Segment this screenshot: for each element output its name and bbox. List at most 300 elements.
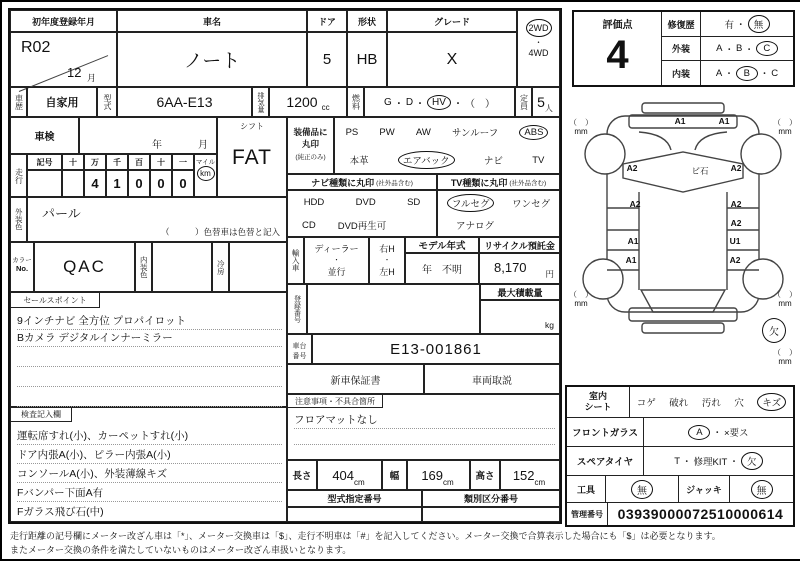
mark-front-bumper-left: A1 — [674, 116, 686, 126]
hood-line-left — [639, 132, 671, 150]
seat-label-cell — [567, 387, 630, 417]
registration-label-cell — [287, 284, 307, 334]
classification-cell — [422, 507, 560, 522]
exterior-label-cell — [662, 37, 701, 60]
mark-door-front-right: A2 — [730, 199, 742, 209]
equipment-row-2 — [335, 146, 559, 174]
col-1: 一 — [179, 157, 187, 167]
displacement-cell — [269, 87, 347, 117]
equipment-row-1 — [335, 118, 559, 146]
spare-t: T — [674, 455, 680, 467]
body-color-cell — [27, 197, 287, 242]
inspector-note-line — [17, 500, 282, 520]
warranty-cell — [287, 364, 424, 394]
col-100: 百 — [135, 157, 143, 167]
reg-month-unit: 月 — [87, 73, 97, 83]
tread-depth-rear-left — [569, 290, 593, 308]
model-year-unit: 年 — [422, 265, 432, 276]
sales-point-line — [17, 345, 282, 367]
door-value: 5 — [322, 51, 332, 68]
steering-cell — [369, 237, 405, 284]
equipment-items-cell — [334, 117, 560, 174]
reg-year-value: R02 — [21, 39, 51, 56]
dot: ・ — [729, 457, 739, 468]
mark-quarter-right: U1 — [729, 236, 741, 246]
shift-value: FAT — [232, 146, 272, 169]
dot: ・ — [759, 69, 770, 80]
repair-no-circled: 無 — [748, 15, 770, 33]
payload-label: 最大積載量 — [497, 287, 543, 298]
rear-bumper-strip — [642, 323, 724, 333]
seat-label-1: 室内 — [588, 390, 607, 401]
mark-front-bumper-right: A1 — [718, 116, 730, 126]
manual-cell — [424, 364, 560, 394]
wheel-front-left — [585, 134, 625, 174]
dot: ・ — [736, 20, 746, 31]
fuel-gasoline: G — [384, 96, 392, 108]
fuel-dot: ・ — [452, 98, 463, 110]
spare-repair-kit: 修理KIT — [693, 457, 728, 468]
color-label-1: カラー — [12, 257, 32, 264]
tread-unit: mm — [574, 299, 588, 308]
spare-values — [644, 447, 793, 475]
registration-cell — [307, 284, 480, 334]
dealer-option: ディーラー — [314, 244, 359, 254]
nav-row-2 — [288, 214, 436, 236]
mileage-unit-cell — [194, 154, 217, 197]
fuel-hv-circled: HV — [427, 95, 451, 110]
mark-door-front-left: A2 — [629, 199, 641, 209]
tv-analog: アナログ — [456, 221, 495, 232]
caution-label: 注意事項・不具合箇所 — [295, 396, 375, 406]
col-100k: 十 — [69, 157, 77, 167]
equipment-label-3: (純正のみ) — [295, 154, 326, 161]
car-name-label: 車名 — [202, 16, 221, 27]
repair-label: 修復歴 — [667, 19, 695, 30]
grade-b: B — [736, 43, 743, 54]
spare-label-cell — [567, 447, 644, 475]
mileage-col-header — [84, 154, 106, 170]
interior-color-label-cell — [135, 242, 152, 292]
score-cell — [574, 12, 662, 85]
length-label: 長さ — [292, 471, 312, 482]
displacement-label-cell — [252, 87, 269, 117]
warranty-label: 新車保証書 — [330, 375, 381, 387]
classification-label: 類別区分番号 — [463, 494, 518, 504]
unit-cm: cm — [534, 478, 546, 487]
reg-date-header — [10, 10, 117, 32]
drive-dot: ・ — [534, 38, 543, 47]
tread-depth-rear-right — [773, 290, 797, 308]
seat-tear: 破れ — [669, 398, 689, 409]
tv-row-2 — [438, 214, 559, 236]
nav-header-note: (社外品含む) — [376, 179, 413, 187]
inspector-note-1: 運転席すれ(小)、カーペットすれ(小) — [17, 430, 189, 442]
tools-value-cell — [606, 476, 679, 502]
door-cell — [307, 32, 347, 87]
height-value: 152 — [512, 467, 535, 483]
length-label-cell — [287, 460, 317, 490]
inspector-note-line — [17, 424, 282, 445]
tread-paren: （ ） — [773, 290, 797, 299]
shaken-year-label: 年 — [152, 140, 162, 151]
sales-point-line — [17, 365, 282, 387]
displacement-unit: cc — [321, 103, 330, 112]
condition-table — [565, 385, 795, 527]
inspector-note-3: コンソールA(小)、外装薄線キズ — [17, 468, 168, 480]
score-value: 4 — [606, 33, 629, 77]
dot: ・ — [744, 44, 754, 56]
designation-label: 型式指定番号 — [327, 494, 382, 504]
drive-4wd: 4WD — [528, 48, 549, 58]
interior-b-circled: B — [736, 66, 758, 81]
length-value: 404 — [332, 467, 355, 483]
wheel-front-right — [741, 134, 781, 174]
height-cell — [500, 460, 560, 490]
chassis-cell — [312, 334, 560, 364]
tread-paren: （ ） — [773, 118, 797, 127]
hood-line-right — [695, 132, 727, 150]
shaken-cell — [10, 117, 79, 154]
inspector-note-line — [17, 481, 282, 502]
interior-values — [701, 61, 793, 85]
classification-header — [422, 490, 560, 507]
mileage-col-header — [150, 154, 172, 170]
model-cell — [117, 87, 252, 117]
drive-2wd-circled: 2WD — [526, 19, 552, 37]
shaken-label: 車検 — [34, 132, 55, 143]
tools-label-cell — [567, 476, 606, 502]
model-year-label: モデル年式 — [418, 241, 466, 252]
nav-cd: CD — [302, 219, 316, 231]
tread-unit: mm — [778, 357, 792, 366]
mileage-col-header — [128, 154, 150, 170]
model-year-header — [405, 237, 479, 253]
missing-mark: 欠 — [762, 318, 786, 343]
nav-type-header — [287, 174, 437, 190]
height-label: 高さ — [475, 471, 495, 482]
tread-depth-spare — [773, 348, 797, 366]
damage-diagram — [567, 90, 797, 386]
repair-values — [701, 12, 793, 36]
mileage-digit-cell — [150, 170, 172, 197]
dot: ・ — [333, 257, 340, 264]
evaluation-box — [572, 10, 795, 87]
mile-label: マイル — [195, 159, 216, 166]
equip-aw: AW — [415, 126, 431, 138]
footer-note — [10, 529, 796, 557]
dot: ・ — [724, 69, 734, 80]
jack-value-cell — [730, 476, 793, 502]
capacity-value: 5 — [537, 94, 545, 110]
import-label: 輸入車 — [291, 249, 301, 272]
dot: ・ — [682, 457, 692, 468]
door-label: ドア — [318, 16, 336, 27]
glass-replace-note: ×要ス — [723, 428, 749, 439]
glass-label: フロントガラス — [572, 428, 638, 439]
seat-scratch-circled: キズ — [757, 393, 786, 411]
body-color-label-cell — [10, 197, 27, 242]
shape-value: HB — [356, 51, 378, 68]
tread-unit: mm — [778, 299, 792, 308]
digit: 1 — [113, 176, 121, 191]
capacity-unit: 人 — [544, 104, 553, 113]
tv-oneseg: ワンセグ — [512, 198, 551, 210]
mileage-digit-cell — [84, 170, 106, 197]
model-label-cell — [97, 87, 117, 117]
grade-c: C — [771, 67, 779, 79]
reg-date-label: 初年度登録年月 — [31, 16, 95, 27]
recycle-value: 8,170 — [494, 260, 527, 275]
fuel-cell — [364, 87, 515, 117]
equipment-label-1: 装備品に — [293, 127, 328, 137]
equip-tv: TV — [532, 154, 545, 166]
tv-fullseg-circled: フルセグ — [447, 194, 495, 212]
color-change-note: （ ）色替車は色替と記入 — [160, 227, 280, 237]
mileage-col-header — [172, 154, 194, 170]
spare-label: スペアタイヤ — [576, 457, 634, 468]
capacity-label-cell — [515, 87, 532, 117]
length-cell — [317, 460, 382, 490]
equip-sunroof: サンルーフ — [451, 128, 499, 139]
spare-missing-circled: 欠 — [741, 452, 763, 470]
control-number-value: 03939000072510000614 — [617, 506, 784, 522]
lh-option: 左H — [379, 267, 395, 277]
color-label-2: No. — [15, 264, 29, 273]
footer-line-1: 走行距離の記号欄にメーター改ざん車は「*」、メーター交換車は「$」、走行不明車は「#」を記入してください。メーター交換で合算表示した場合にも「$」は必要となります。 — [10, 531, 721, 541]
color-no-cell — [34, 242, 135, 292]
displacement-value: 1200 — [286, 94, 318, 110]
tv-header-note: (社外品含む) — [509, 179, 547, 187]
control-number-cell — [608, 503, 793, 525]
reg-month-value: 12 — [67, 65, 82, 80]
sales-points-section — [10, 292, 287, 407]
mileage-digit-cell — [106, 170, 128, 197]
seat-hole: 穴 — [734, 398, 744, 409]
mileage-digit-cell — [172, 170, 194, 197]
sales-points-label: セールスポイント — [23, 295, 87, 305]
repair-yes: 有 — [724, 20, 734, 31]
seat-label-2: シート — [584, 402, 612, 412]
mark-door-rear-right: A2 — [730, 218, 742, 228]
tread-unit: mm — [574, 127, 588, 136]
tv-items-cell — [437, 190, 560, 237]
interior-grade-row — [662, 60, 793, 85]
equip-ps: PS — [345, 126, 359, 138]
inspector-note-5: Fガラス飛び石(中) — [17, 506, 104, 518]
digit: 0 — [135, 176, 143, 191]
nav-hdd: HDD — [303, 197, 325, 208]
score-label: 評価点 — [602, 20, 633, 31]
payload-header — [480, 284, 560, 300]
caution-note-1: フロアマットなし — [294, 414, 378, 426]
model-label: 型式 — [103, 94, 112, 110]
ac-cell — [229, 242, 287, 292]
recycle-cell — [479, 253, 560, 284]
car-body — [607, 116, 759, 312]
import-label-cell — [287, 237, 304, 284]
glass-row — [567, 417, 793, 446]
fuel-other: （ ） — [464, 98, 495, 110]
col-10k: 万 — [91, 157, 99, 167]
spare-tire-row — [567, 446, 793, 475]
repair-row — [662, 12, 793, 36]
chassis-label-2: 番号 — [292, 353, 307, 360]
jack-label-cell — [679, 476, 730, 502]
exterior-label: 外装 — [671, 44, 690, 54]
body-color-label: 外装色 — [14, 208, 24, 231]
history-label-cell — [10, 87, 27, 117]
equip-navi: ナビ — [483, 156, 503, 167]
digit: 0 — [179, 176, 187, 191]
import-dealer-cell — [304, 237, 369, 284]
mark-missing-circled — [762, 318, 786, 343]
door-header — [307, 10, 347, 32]
seat-burn: コゲ — [636, 398, 656, 409]
fuel-dot: ・ — [415, 98, 426, 110]
control-number-row — [567, 502, 793, 525]
mark-fender-rear-left: A1 — [625, 255, 637, 265]
history-value: 自家用 — [45, 97, 79, 109]
inspector-note-line — [17, 443, 282, 464]
interior-label-cell — [662, 61, 701, 85]
equip-pw: PW — [379, 126, 395, 138]
digit: 4 — [91, 176, 99, 191]
designation-cell — [287, 507, 422, 522]
glass-label-cell — [567, 418, 644, 446]
nav-items-cell — [287, 190, 437, 237]
tread-depth-front-right — [773, 118, 797, 136]
mark-rocker-left: A1 — [627, 236, 639, 246]
inspector-notes-label: 検査記入欄 — [21, 410, 61, 419]
tv-header-label: TV種類に丸印 — [450, 177, 508, 188]
tv-row-1 — [438, 191, 559, 214]
interior-color-label: 内装色 — [139, 255, 149, 279]
inspector-note-4: Fバンパー下面A有 — [17, 487, 104, 499]
grade-label: グレード — [433, 16, 470, 27]
col-1k: 千 — [113, 157, 121, 167]
interior-label: 内装 — [671, 68, 690, 79]
chassis-value: E13-001861 — [390, 340, 482, 358]
fuel-diesel: D — [405, 96, 414, 108]
sales-points-tab — [10, 292, 100, 308]
nav-row-1 — [288, 191, 436, 214]
fuel-dot: ・ — [393, 98, 404, 110]
width-cell — [407, 460, 470, 490]
inspector-notes-tab — [10, 407, 72, 422]
control-number-label: 管理番号 — [571, 509, 603, 519]
car-name-cell — [117, 32, 307, 87]
nav-header-label: ナビ種類に丸印 — [311, 177, 375, 188]
shape-label: 形状 — [357, 16, 376, 27]
equipment-label-2: 丸印 — [301, 139, 319, 149]
parallel-option: 並行 — [327, 267, 346, 277]
grade-value: X — [446, 50, 458, 68]
rear-window — [641, 290, 725, 312]
inspector-notes-section — [10, 407, 287, 522]
nav-sd: SD — [407, 197, 421, 208]
glass-values — [644, 418, 793, 446]
jack-label: ジャッキ — [686, 484, 722, 495]
mileage-digit-cell — [128, 170, 150, 197]
model-value: 6AA-E13 — [156, 94, 213, 110]
fuel-label: 燃料 — [351, 94, 361, 110]
dot: ・ — [712, 428, 722, 439]
sales-point-2: Bカメラ デジタルインナーミラー — [17, 332, 173, 344]
rear-bumper-bar — [629, 308, 737, 321]
mark-fender-rear-right: A2 — [729, 255, 741, 265]
model-year-value: 不明 — [442, 265, 462, 276]
equip-leather: 本革 — [349, 156, 369, 167]
color-no-label-cell — [10, 242, 34, 292]
caution-tab — [287, 394, 383, 408]
car-name-header — [117, 10, 307, 32]
capacity-label: 定員 — [519, 94, 529, 110]
nav-dvd-play: DVD再生可 — [337, 221, 387, 232]
footer-line-2: またメーター交換の条件を満たしていないものはメーター改ざん車扱いとなります。 — [10, 545, 352, 555]
width-value: 169 — [421, 467, 444, 483]
body-color-value: パール — [42, 206, 81, 221]
history-cell — [27, 87, 97, 117]
tools-none-circled: 無 — [631, 480, 653, 499]
mileage-label: 走行 — [14, 167, 24, 184]
designation-header — [287, 490, 422, 507]
tread-unit: mm — [778, 127, 792, 136]
caution-section — [287, 394, 560, 460]
reg-date-cell — [10, 32, 117, 87]
dot: ・ — [383, 257, 391, 264]
displacement-label: 排気量 — [257, 91, 264, 113]
interior-color-cell — [152, 242, 212, 292]
caution-line — [294, 443, 555, 460]
equip-airbag-circled: エアバック — [398, 151, 455, 169]
tread-paren: （ ） — [569, 118, 593, 127]
manual-label: 車両取説 — [472, 375, 512, 387]
digit: 0 — [157, 176, 165, 191]
col-10: 十 — [157, 157, 165, 167]
ac-label-cell — [212, 242, 229, 292]
front-bumper-strip — [642, 103, 724, 113]
shaken-month-label: 月 — [198, 140, 208, 151]
mark-fender-front-right: A2 — [730, 163, 742, 173]
grade-a: A — [715, 67, 723, 79]
car-name-value: ノート — [183, 51, 241, 72]
exterior-values — [701, 37, 793, 60]
sales-point-1: 9インチナビ 全方位 プロパイロット — [17, 315, 186, 327]
fuel-label-cell — [347, 87, 364, 117]
repair-label-cell — [662, 12, 701, 36]
equip-abs-circled: ABS — [519, 125, 548, 140]
tools-row — [567, 475, 793, 502]
payload-unit: kg — [545, 320, 554, 330]
chassis-label-cell — [287, 334, 312, 364]
inspector-note-2: ドア内張A(小)、ピラー内張A(小) — [17, 449, 171, 461]
width-label: 幅 — [389, 471, 400, 482]
jack-none-circled: 無 — [751, 480, 773, 499]
rh-option: 右H — [379, 244, 395, 254]
tread-depth-front-left — [569, 118, 593, 136]
mileage-label-cell — [10, 154, 27, 197]
mark-windshield-stone-chip: ビ石 — [691, 166, 709, 176]
recycle-label: リサイクル預託金 — [484, 240, 555, 251]
shift-cell — [217, 117, 287, 197]
unit-cm: cm — [354, 478, 365, 487]
exterior-c-circled: C — [756, 41, 778, 56]
mark-fender-front-left: A2 — [626, 163, 638, 173]
shape-header — [347, 10, 387, 32]
km-circled: km — [197, 166, 215, 181]
unit-cm: cm — [443, 478, 454, 487]
